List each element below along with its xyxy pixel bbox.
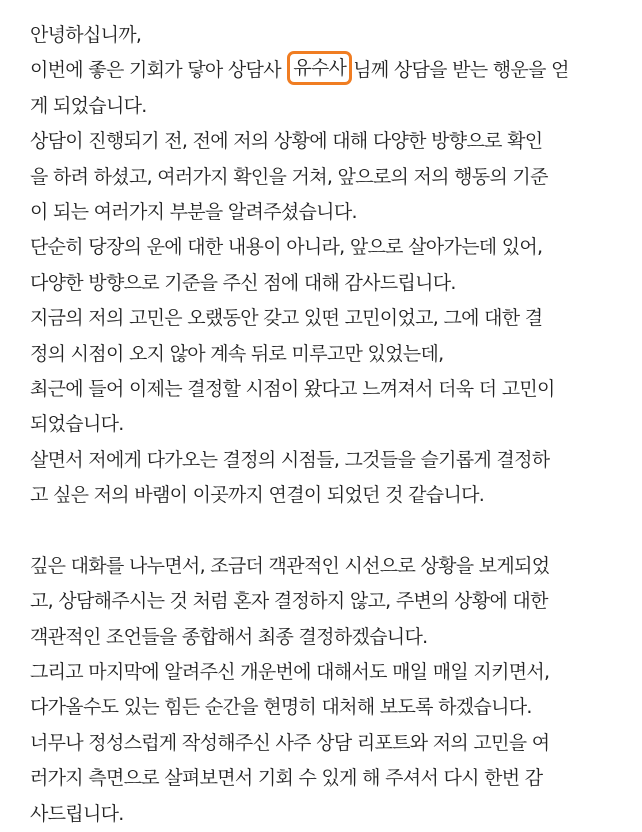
text-line-5: 을 하려 하셨고, 여러가지 확인을 거쳐, 앞으로의 저의 행동의 기준 [30,165,548,188]
text-line-20: 너무나 정성스럽게 작성해주신 사주 상담 리포트와 저의 고민을 여 [30,731,550,754]
text-line-8: 다양한 방향으로 기준을 주신 점에 대해 감사드립니다. [30,271,456,294]
text-line-2 [30,53,636,88]
text-line-19: 다가올수도 있는 힘든 순간을 현명히 대처해 보도록 하겠습니다. [30,696,532,719]
text-line-7: 단순히 당장의 운에 대한 내용이 아니라, 앞으로 살아가는데 있어, [30,236,543,259]
highlighted-counselor-name: 유수사 [287,51,352,85]
text-line-21: 러가지 측면으로 살펴보면서 기회 수 있게 해 주셔서 다시 한번 감 [30,767,543,790]
text-line-16: 고, 상담해주시는 것 처럼 혼자 결정하지 않고, 주변의 상황에 대한 [30,590,548,613]
paragraph-gap [30,513,636,548]
text-line-11: 최근에 들어 이제는 결정할 시점이 왔다고 느껴져서 더욱 더 고민이 [30,377,555,400]
review-document [30,18,636,832]
text-line-17: 객관적인 조언들을 종합해서 최종 결정하겠습니다. [30,625,428,648]
text-line-12: 되었습니다. [30,413,124,436]
text-line-2-after: 님께 상담을 받는 행운을 얻 [353,59,569,82]
text-line-10: 정의 시점이 오지 않아 계속 뒤로 미루고만 있었는데, [30,342,444,365]
text-line-9: 지금의 저의 고민은 오랬동안 갖고 있떤 고민이었고, 그에 대한 결 [30,307,543,330]
text-line-18: 그리고 마지막에 알려주신 개운번에 대해서도 매일 매일 지키면서, [30,661,550,684]
text-line-22: 사드립니다. [30,802,124,825]
text-line-3: 게 되었습니다. [30,94,147,117]
text-line-6: 이 되는 여러가지 부분을 알려주셨습니다. [30,200,357,223]
text-line-2-before: 이번에 좋은 기회가 닿아 상담사 [30,59,287,82]
text-line-13: 살면서 저에게 다가오는 결정의 시점들, 그것들을 슬기롭게 결정하 [30,448,550,471]
text-line-14: 고 싶은 저의 바램이 이곳까지 연결이 되었던 것 같습니다. [30,484,485,507]
text-line-1: 안녕하십니까, [30,24,142,46]
text-line-15: 깊은 대화를 나누면서, 조금더 객관적인 시선으로 상황을 보게되었 [30,554,550,577]
text-line-4: 상담이 진행되기 전, 전에 저의 상황에 대해 다양한 방향으로 확인 [30,130,543,153]
